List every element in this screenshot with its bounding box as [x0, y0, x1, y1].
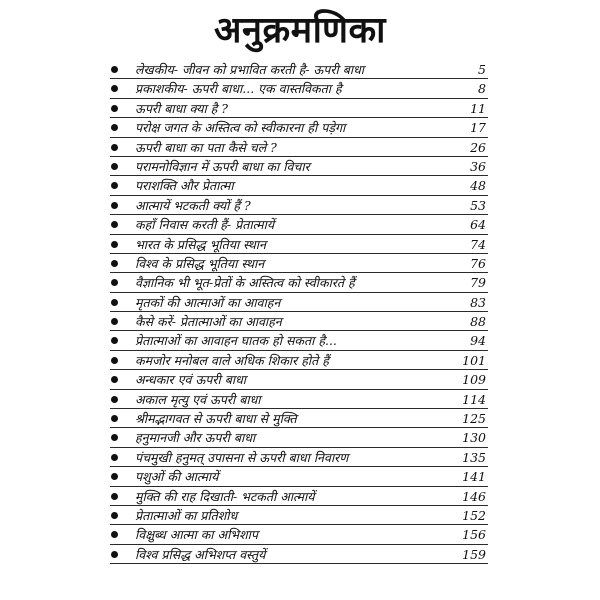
bullet-icon	[111, 454, 118, 461]
toc-entry-title: प्रेतात्माओं का आवाहन घातक हो सकता है...	[135, 333, 337, 349]
toc-entry-page-number: 53	[470, 197, 486, 213]
toc-entry-title: परामनोविज्ञान में ऊपरी बाधा का विचार	[135, 158, 310, 174]
bullet-icon	[111, 551, 118, 558]
toc-entry-title: ऊपरी बाधा का पता कैसे चले ?	[135, 139, 277, 155]
bullet-icon	[111, 105, 118, 112]
toc-entry-title: कमजोर मनोबल वाले अधिक शिकार होते हैं	[135, 352, 329, 368]
bullet-icon	[111, 376, 118, 383]
toc-entry	[110, 487, 488, 506]
toc-entry-page-number: 88	[470, 314, 486, 330]
toc-entry	[110, 60, 488, 79]
bullet-icon	[111, 241, 118, 248]
toc-entry	[110, 467, 488, 486]
toc-entry	[110, 118, 488, 137]
toc-entry	[110, 448, 488, 467]
toc-entry-page-number: 76	[470, 255, 486, 271]
toc-entry-title: पराशक्ति और प्रेतात्मा	[135, 178, 234, 194]
toc-entry	[110, 525, 488, 544]
toc-entry-page-number: 48	[470, 178, 486, 194]
bullet-icon	[111, 260, 118, 267]
toc-entry	[110, 293, 488, 312]
bullet-icon	[111, 396, 118, 403]
toc-entry	[110, 409, 488, 428]
toc-entry-title: विश्व प्रसिद्ध अभिशप्त वस्तुयें	[135, 546, 266, 562]
toc-entry-title: प्रेतात्माओं का प्रतिशोध	[135, 507, 238, 523]
toc-entry-page-number: 11	[470, 100, 486, 116]
bullet-icon	[111, 279, 118, 286]
toc-entry-page-number: 114	[462, 391, 486, 407]
toc-entry-title: कहाँ निवास करती हैं- प्रेतात्मायें	[135, 217, 275, 233]
toc-entry-page-number: 130	[462, 430, 486, 446]
bullet-icon	[111, 357, 118, 364]
bullet-icon	[111, 493, 118, 500]
toc-entry	[110, 235, 488, 254]
bullet-icon	[111, 473, 118, 480]
toc-entry-page-number: 156	[462, 527, 486, 543]
page-title: अनुक्रमणिका	[214, 9, 386, 51]
bullet-icon	[111, 124, 118, 131]
toc-entry	[110, 545, 488, 564]
bullet-icon	[111, 144, 118, 151]
bullet-icon	[111, 512, 118, 519]
toc-entry	[110, 157, 488, 176]
toc-entry-title: परोक्ष जगत के अस्तित्व को स्वीकारना ही पड़ेगा	[135, 120, 346, 136]
toc-entry-title: अकाल मृत्यु एवं ऊपरी बाधा	[135, 391, 261, 407]
toc-entry-page-number: 26	[470, 139, 486, 155]
toc-entry	[110, 312, 488, 331]
bullet-icon	[111, 66, 118, 73]
toc-entry-page-number: 83	[470, 294, 486, 310]
toc-entry-title: लेखकीय- जीवन को प्रभावित करती है- ऊपरी बाधा	[135, 62, 365, 77]
toc-entry-page-number: 101	[462, 352, 486, 368]
toc-entry-page-number: 74	[470, 236, 486, 252]
bullet-icon	[111, 182, 118, 189]
toc-entry-title: प्रकाशकीय- ऊपरी बाधा... एक वास्तविकता है	[135, 81, 342, 97]
bullet-icon	[111, 434, 118, 441]
toc-entry-title: कैसे करें- प्रेतात्माओं का आवाहन	[135, 314, 282, 330]
toc-entry-title: हनुमानजी और ऊपरी बाधा	[135, 430, 256, 446]
toc-entry-title: मृतकों की आत्माओं का आवाहन	[135, 294, 281, 310]
toc-entry-title: पंचमुखी हनुमत् उपासना से ऊपरी बाधा निवारण	[135, 449, 349, 465]
toc-entry-title: अन्धकार एवं ऊपरी बाधा	[135, 372, 246, 388]
toc-entry	[110, 390, 488, 409]
toc-entry-title: भारत के प्रसिद्ध भूतिया स्थान	[135, 236, 266, 252]
bullet-icon	[111, 202, 118, 209]
toc-entry	[110, 176, 488, 195]
toc-entry-page-number: 79	[470, 275, 486, 291]
toc-entry-title: मुक्ति की राह दिखाती- भटकती आत्मायें	[135, 488, 315, 504]
bullet-icon	[111, 85, 118, 92]
toc-entry	[110, 370, 488, 389]
toc-entry	[110, 273, 488, 292]
toc-entry-title: पशुओं की आत्मायें	[135, 469, 219, 485]
toc-entry-page-number: 146	[462, 488, 486, 504]
toc-entry-page-number: 152	[462, 507, 486, 523]
bullet-icon	[111, 163, 118, 170]
bullet-icon	[111, 337, 118, 344]
toc-entry-page-number: 109	[462, 372, 486, 388]
toc-entry-page-number: 5	[478, 62, 486, 77]
toc-entry	[110, 99, 488, 118]
toc-entry	[110, 79, 488, 98]
toc-entry-title: श्रीमद्भागवत से ऊपरी बाधा से मुक्ति	[135, 411, 297, 427]
toc-entry	[110, 215, 488, 234]
toc-entry-title: विश्व के प्रसिद्ध भूतिया स्थान	[135, 255, 265, 271]
bullet-icon	[111, 415, 118, 422]
bullet-icon	[111, 299, 118, 306]
toc-entry	[110, 254, 488, 273]
toc-entry-page-number: 159	[462, 546, 486, 562]
toc-entry	[110, 428, 488, 447]
toc-entry	[110, 196, 488, 215]
toc-entry	[110, 351, 488, 370]
toc-entry-page-number: 8	[478, 81, 486, 97]
toc-entry	[110, 138, 488, 157]
toc-entry-title: आत्मायें भटकती क्यों हैं ?	[135, 197, 251, 213]
toc-entry	[110, 331, 488, 350]
toc-entry-page-number: 36	[470, 158, 486, 174]
toc-entry-title: ऊपरी बाधा क्या है ?	[135, 100, 228, 116]
bullet-icon	[111, 221, 118, 228]
toc-entry-page-number: 141	[462, 469, 486, 485]
toc-entry-title: विक्षुब्ध आत्मा का अभिशाप	[135, 527, 258, 543]
toc-entry-page-number: 17	[470, 120, 486, 136]
toc-entry-title: वैज्ञानिक भी भूत-प्रेतों के अस्तित्व को स्वीकारते हैं	[135, 275, 355, 291]
bullet-icon	[111, 531, 118, 538]
toc-entry	[110, 506, 488, 525]
toc-entry-page-number: 125	[462, 411, 486, 427]
toc-entry-page-number: 94	[470, 333, 486, 349]
table-of-contents	[110, 60, 488, 564]
toc-entry-page-number: 64	[470, 217, 486, 233]
toc-entry-page-number: 135	[462, 449, 486, 465]
bullet-icon	[111, 318, 118, 325]
